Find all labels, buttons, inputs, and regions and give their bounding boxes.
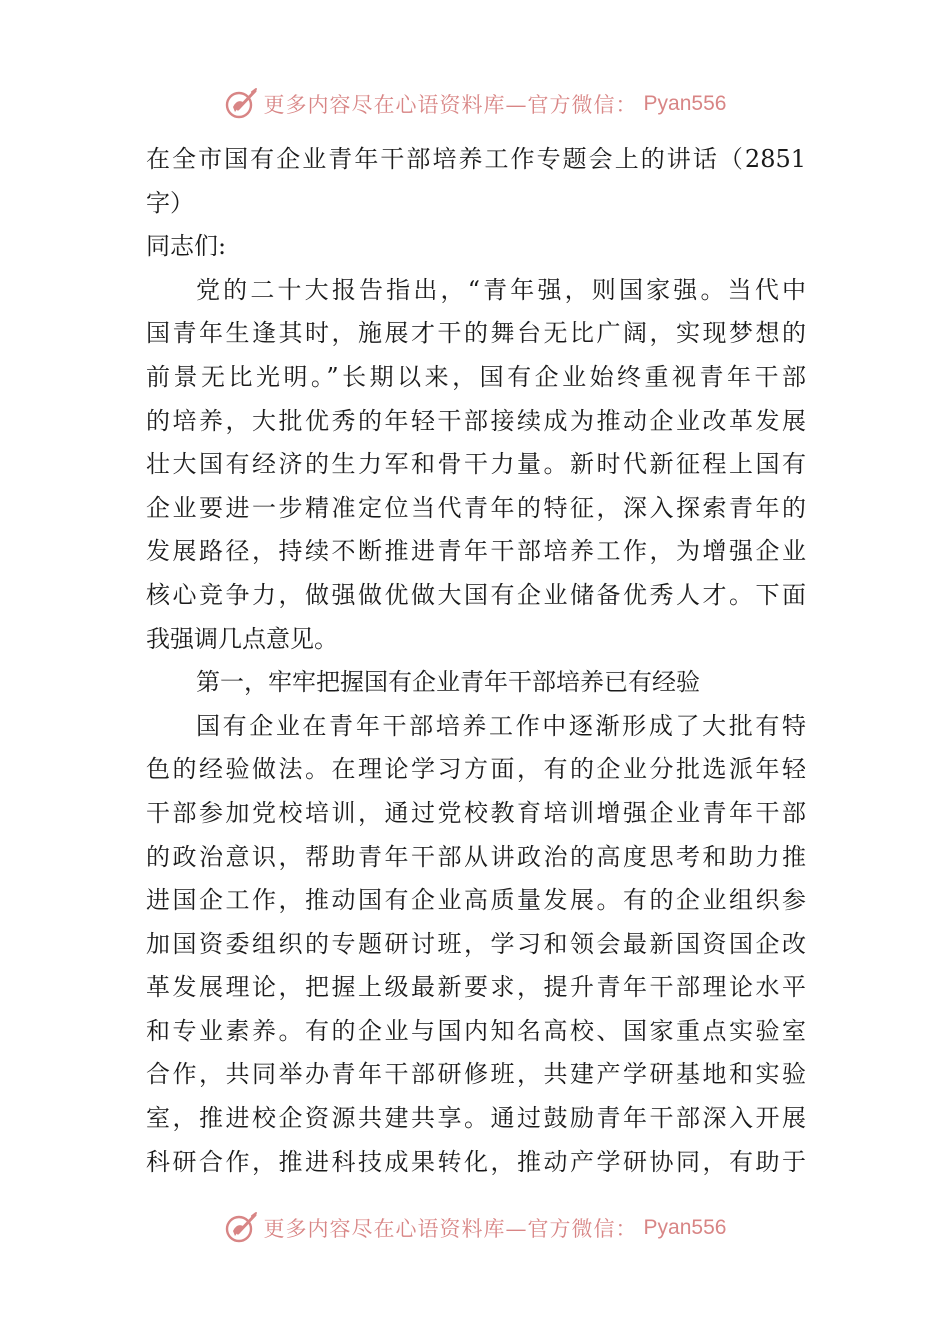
- watermark-footer: [0, 1208, 950, 1248]
- para2-line: 进国企工作，推动国有企业高质量发展。有的企业组织参: [146, 886, 806, 915]
- para2-line: 的政治意识，帮助青年干部从讲政治的高度思考和助力推: [146, 842, 806, 871]
- watermark-text: 更多内容尽在心语资料库—官方微信：: [263, 93, 638, 117]
- title-line-1: 在全市国有企业青年干部培养工作专题会上的讲话（2851: [146, 145, 806, 173]
- para1-line: 国青年生逢其时，施展才干的舞台无比广阔，实现梦想的: [146, 319, 806, 348]
- title-line-2: 字）: [146, 188, 194, 217]
- para1-line: 我强调几点意见。: [146, 624, 338, 653]
- para1-line: 企业要进一步精准定位当代青年的特征，深入探索青年的: [146, 493, 806, 522]
- para1-line: 核心竞争力，做强做优做大国有企业储备优秀人才。下面: [146, 580, 806, 609]
- para1-line: 党的二十大报告指出，“青年强，则国家强。当代中: [196, 275, 806, 304]
- para1-line: 发展路径，持续不断推进青年干部培养工作，为增强企业: [146, 537, 806, 566]
- para1-line: 的培养，大批优秀的年轻干部接续成为推动企业改革发展: [146, 406, 806, 435]
- para2-line: 国有企业在青年干部培养工作中逐渐形成了大批有特: [196, 711, 806, 740]
- watermark-wechat-id: Pyan556: [643, 92, 727, 115]
- para2-line: 革发展理论，把握上级最新要求，提升青年干部理论水平: [146, 973, 806, 1002]
- salutation: 同志们:: [146, 232, 227, 261]
- para2-line: 和专业素养。有的企业与国内知名高校、国家重点实验室: [146, 1016, 806, 1045]
- para2-line: 合作，共同举办青年干部研修班，共建产学研基地和实验: [146, 1060, 806, 1089]
- para2-line: 科研合作，推进科技成果转化，推动产学研协同，有助于: [146, 1147, 806, 1176]
- para1-line: 前景无比光明。”长期以来，国有企业始终重视青年干部: [146, 362, 806, 391]
- watermark-wechat-id: Pyan556: [643, 1216, 727, 1239]
- document-body: [146, 138, 806, 1184]
- para2-line: 色的经验做法。在理论学习方面，有的企业分批选派年轻: [146, 755, 806, 784]
- pen-logo-icon: [224, 1211, 258, 1245]
- watermark-header: [0, 84, 950, 124]
- pen-logo-icon: [224, 87, 258, 121]
- para2-line: 加国资委组织的专题研讨班，学习和领会最新国资国企改: [146, 929, 806, 958]
- para2-line: 干部参加党校培训，通过党校教育培训增强企业青年干部: [146, 798, 806, 827]
- para1-line: 壮大国有经济的生力军和骨干力量。新时代新征程上国有: [146, 450, 806, 479]
- section-heading-1: 第一，牢牢把握国有企业青年干部培养已有经验: [196, 668, 700, 697]
- para2-line: 室，推进校企资源共建共享。通过鼓励青年干部深入开展: [146, 1104, 806, 1133]
- watermark-text: 更多内容尽在心语资料库—官方微信：: [263, 1217, 638, 1241]
